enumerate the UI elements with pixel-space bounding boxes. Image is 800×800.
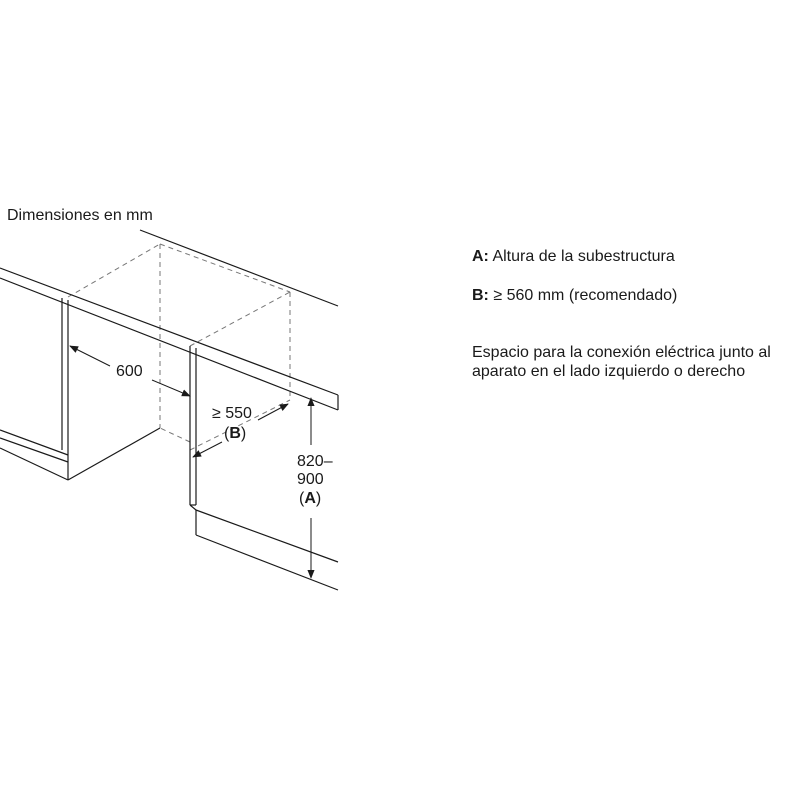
height-label-line2: 900	[297, 471, 324, 488]
depth-ref: (B)	[224, 425, 247, 442]
legend-note: Espacio para la conexión eléctrica junto al aparato en el lado izquierdo o derecho	[472, 344, 771, 380]
legend-a-text: Altura de la subestructura	[492, 248, 675, 265]
width-label: 600	[116, 363, 143, 380]
legend-b-text: ≥ 560 mm (recomendado)	[493, 287, 678, 304]
left-cabinet	[0, 298, 160, 480]
height-label-line1: 820–	[297, 453, 333, 470]
legend-b	[472, 286, 792, 305]
legend-a-key: A:	[472, 248, 489, 265]
legend-b-key: B:	[472, 287, 489, 304]
height-ref: (A)	[299, 490, 322, 507]
worktop	[0, 230, 338, 410]
legend-a	[472, 247, 792, 266]
depth-label: ≥ 550	[212, 405, 252, 422]
diagram-title: Dimensiones en mm	[7, 207, 153, 224]
